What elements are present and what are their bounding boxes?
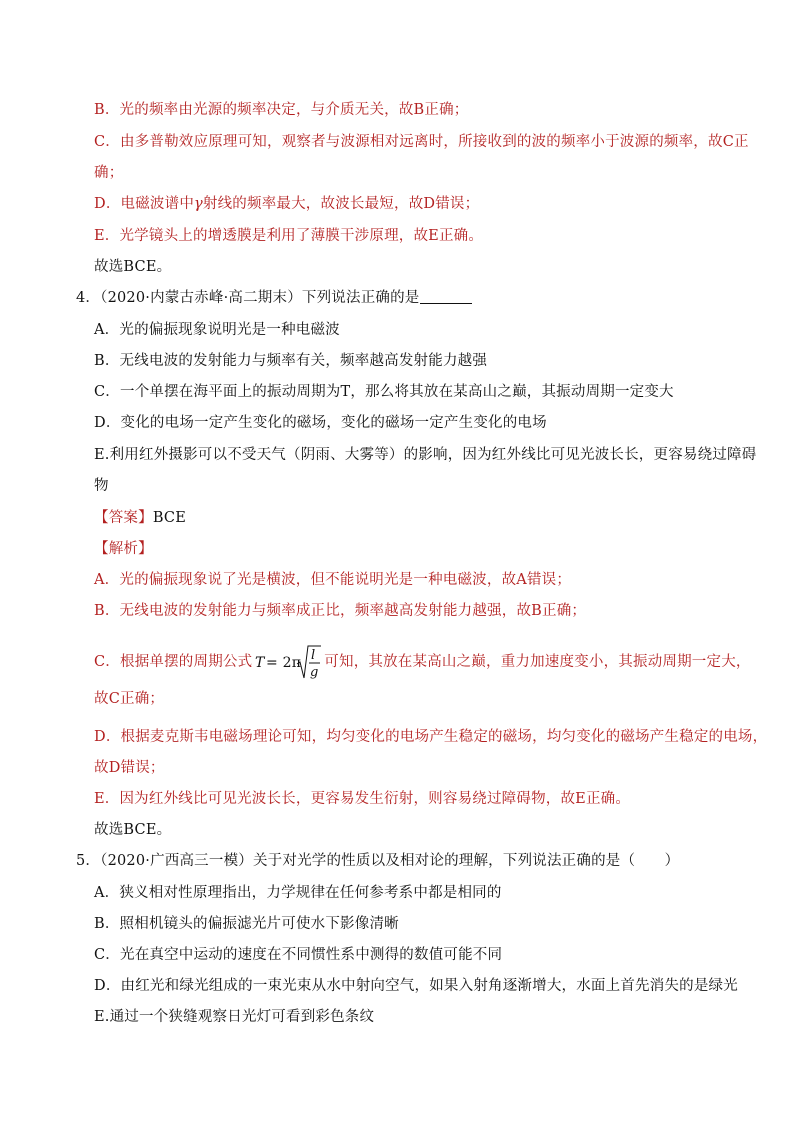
q4-analysis-d-cont: 故D错误； (94, 760, 165, 776)
analysis-line-c: C．由多普勒效应原理可知，观察者与波源相对远离时，所接收到的波的频率小于波源的频率，故C正 (94, 134, 749, 150)
question-4-text: 4．（2020·内蒙古赤峰·高二期末）下列说法正确的是 (76, 290, 420, 306)
q4-choose-line: 故选BCE。 (94, 822, 172, 838)
question-4-stem (76, 288, 472, 308)
q4-analysis-a: A．光的偏振现象说了光是横波，但不能说明光是一种电磁波，故A错误； (94, 572, 572, 588)
analysis-label: 【解析】 (94, 541, 153, 557)
gamma-symbol: γ (194, 196, 203, 212)
answer-label: 【答案】 (94, 510, 153, 526)
answer-blank (420, 289, 472, 304)
q5-option-d: D．由红光和绿光组成的一束光束从水中射向空气，如果入射角逐渐增大，水面上首先消失的是绿光 (94, 978, 738, 994)
analysis-line-d (94, 194, 479, 214)
analysis-line-b: B．光的频率由光源的频率决定，与介质无关，故B正确； (94, 102, 469, 118)
question-5-stem: 5．（2020·广西高三一模）关于对光学的性质以及相对论的理解，下列说法正确的是（ ） (76, 853, 680, 869)
q4-option-e-cont: 物 (94, 478, 109, 494)
formula-l: l (311, 648, 316, 663)
q4-option-d: D．变化的电场一定产生变化的磁场，变化的磁场一定产生变化的电场 (94, 415, 547, 431)
analysis-c-prefix: C．根据单摆的周期公式 (94, 654, 253, 670)
q4-analysis-e: E．因为红外线比可见光波长长，更容易发生衍射，则容易绕过障碍物，故E正确。 (94, 791, 631, 807)
analysis-line-c-cont: 确； (94, 165, 124, 181)
q4-analysis-d: D．根据麦克斯韦电磁场理论可知，均匀变化的电场产生稳定的磁场，均匀变化的磁场产生稳定的电场， (94, 729, 768, 745)
q5-option-b: B．照相机镜头的偏振滤光片可使水下影像清晰 (94, 916, 399, 932)
q4-analysis-b: B．无线电波的发射能力与频率成正比，频率越高发射能力越强，故B正确； (94, 603, 587, 619)
analysis-d-prefix: D．电磁波谱中 (94, 196, 195, 212)
formula-t: T (255, 655, 265, 671)
analysis-c-suffix: 可知，其放在某高山之巅，重力加速度变小，其振动周期一定大， (324, 654, 751, 670)
q5-option-a: A．狭义相对性原理指出，力学规律在任何参考系中都是相同的 (94, 885, 502, 901)
q4-option-c: C．一个单摆在海平面上的振动周期为T，那么将其放在某高山之巅，其振动周期一定变大 (94, 384, 674, 400)
q5-option-e: E.通过一个狭缝观察日光灯可看到彩色条纹 (94, 1009, 375, 1025)
q4-option-e: E.利用红外摄影可以不受天气（阴雨、大雾等）的影响，因为红外线比可见光波长长，更容易绕过障碍 (94, 447, 757, 463)
answer-value: BCE (152, 510, 187, 526)
q4-analysis-c (94, 642, 751, 682)
choose-line: 故选BCE。 (94, 259, 172, 275)
q4-analysis-c-cont: 故C正确； (94, 691, 165, 707)
q5-option-c: C．光在真空中运动的速度在不同惯性系中测得的数值可能不同 (94, 947, 503, 963)
q4-option-b: B．无线电波的发射能力与频率有关，频率越高发射能力越强 (94, 353, 488, 369)
formula-eq: = 2π (266, 655, 302, 671)
analysis-line-e: E．光学镜头上的增透膜是利用了薄膜干涉原理，故E正确。 (94, 228, 484, 244)
q4-option-a: A．光的偏振现象说明光是一种电磁波 (94, 322, 340, 338)
pendulum-formula (255, 642, 321, 682)
analysis-d-suffix: 射线的频率最大，故波长最短，故D错误； (202, 196, 480, 212)
formula-g: g (310, 665, 319, 680)
answer-line (94, 508, 186, 528)
